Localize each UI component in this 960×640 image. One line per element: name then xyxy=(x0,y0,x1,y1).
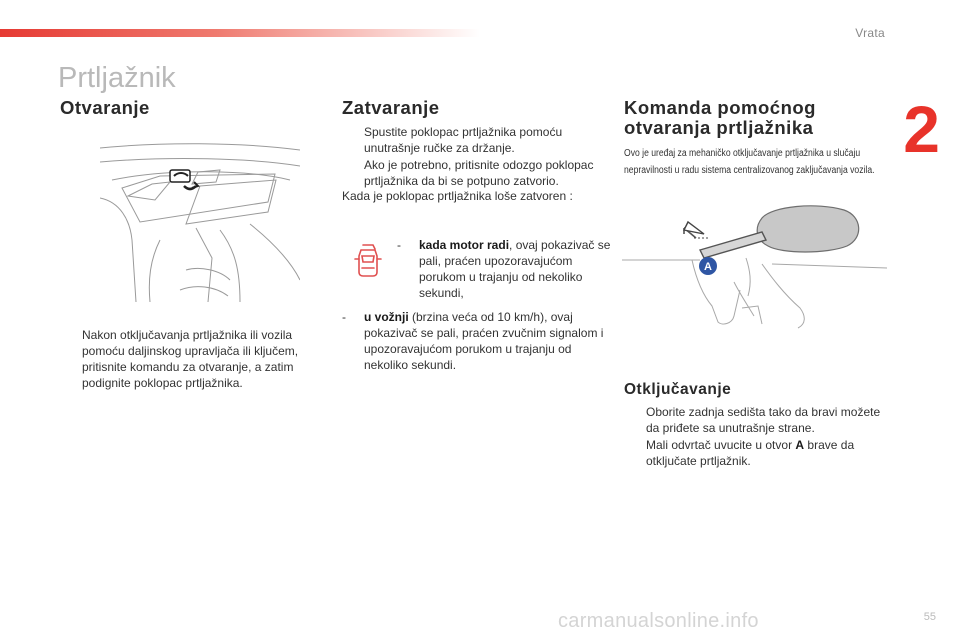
chapter-number: 2 xyxy=(903,92,940,166)
opening-heading: Otvaranje xyxy=(60,97,150,118)
trunk-handle-illustration xyxy=(100,140,300,302)
open-trunk-warning-icon xyxy=(350,244,386,280)
emergency-release-heading: Komanda pomoćnog otvaranja prtljažnika xyxy=(624,97,816,138)
top-accent-bar xyxy=(0,29,480,37)
engine-running-note: - kada motor radi, ovaj pokazivač se pali, praćen upozoravajućom porukom u trajanju od nekoliko sekundi, xyxy=(397,238,611,300)
list-item: Spustite poklopac prtljažnika pomoću unutrašnje ručke za držanje. xyxy=(364,125,563,155)
list-item: Oborite zadnja sedišta tako da bravi možete da priđete sa unutrašnje strane. xyxy=(646,405,881,435)
unlocking-instructions xyxy=(624,404,884,470)
section-label: Vrata xyxy=(855,26,885,40)
list-item: Mali odvrtač uvucite u otvor A brave da otključate prtljažnik. xyxy=(646,438,855,468)
closing-heading: Zatvaranje xyxy=(342,97,440,118)
diagram-label-a: A xyxy=(704,261,712,273)
unlocking-heading: Otključavanje xyxy=(624,381,732,398)
opening-instruction: Nakon otključavanja prtljažnika ili vozila pomoću daljinskog upravljača ili ključem, pritisnite komandu za otvaranje, a zatim podignite poklopac prtljažnika. xyxy=(82,328,299,390)
emergency-release-intro: Ovo je uređaj za mehaničko otključavanje prtljažnika u slučaju nepravilnosti u radu sistema centralizovanog zaključavanja vozila. xyxy=(624,148,875,176)
page-number: 55 xyxy=(923,611,936,623)
watermark: carmanualsonline.info xyxy=(558,610,759,632)
driving-note: - u vožnji (brzina veća od 10 km/h), ovaj pokazivač se pali, praćen zvučnim signalom i upozoravajućom porukom u trajanju od nekoliko sekundi. xyxy=(342,310,604,372)
emergency-release-illustration xyxy=(622,198,887,330)
closing-instructions xyxy=(342,124,612,190)
list-item: Ako je potrebno, pritisnite odozgo poklopac prtljažnika da bi se potpuno zatvorio. xyxy=(364,158,594,188)
page-title: Prtljažnik xyxy=(58,62,176,94)
closing-warning-intro: Kada je poklopac prtljažnika loše zatvoren : xyxy=(342,189,573,203)
